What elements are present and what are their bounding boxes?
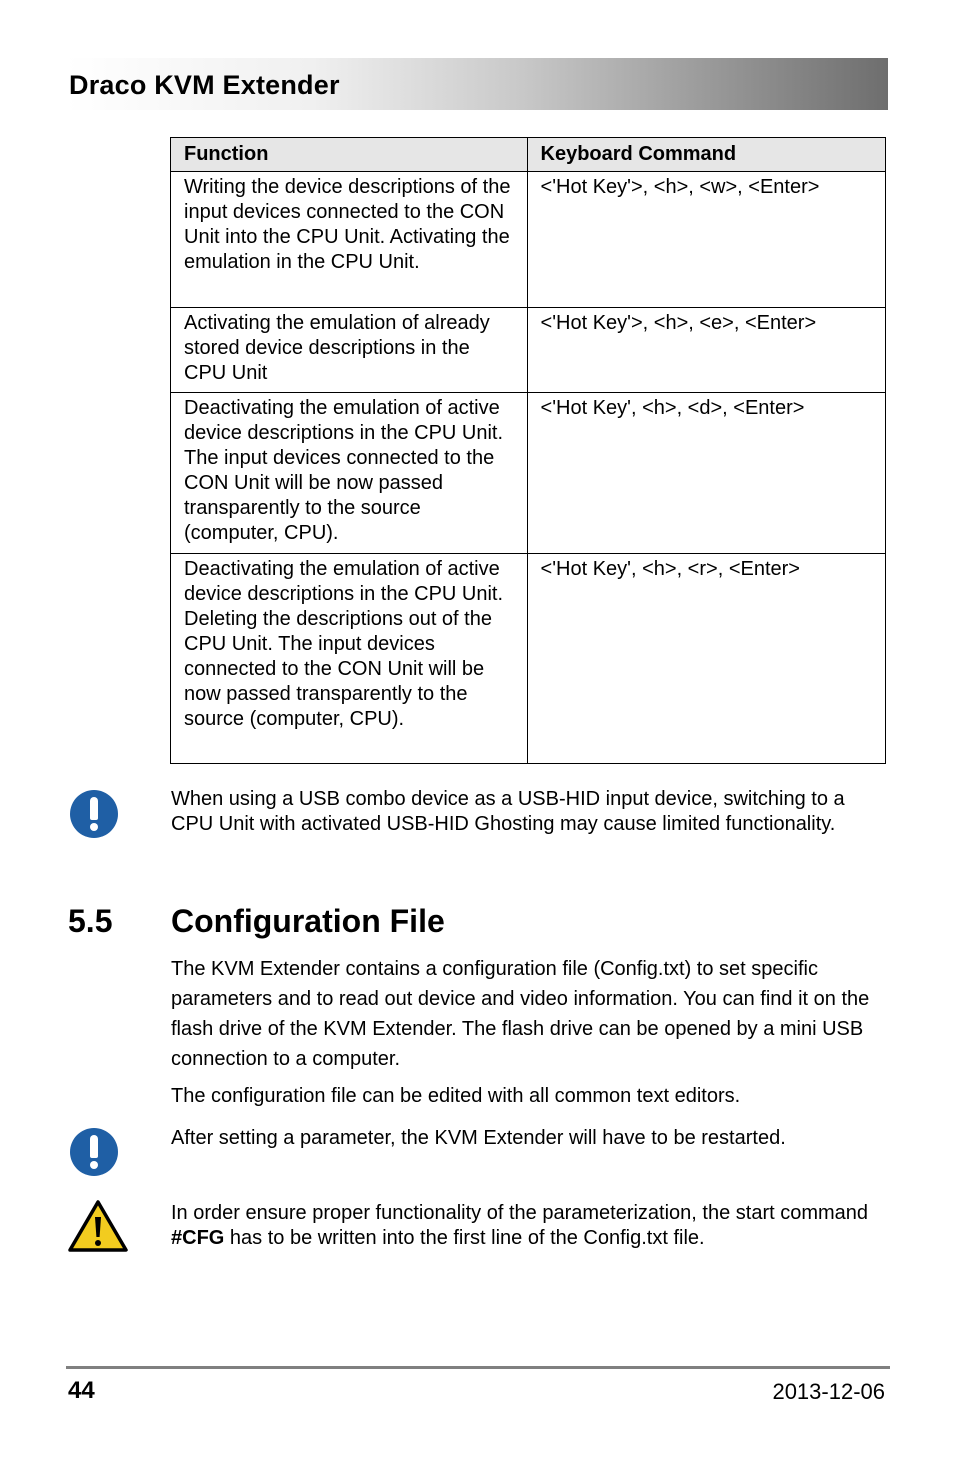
configuration-file-paragraph: The KVM Extender contains a configuration file (Config.txt) to set specific parameters and to read out device and video information. You can find it on the flash drive of the KVM Extender. The flash drive can be opened by a mini USB connection to a computer. — [171, 958, 870, 1070]
function-cell: Deactivating the emulation of active device descriptions in the CPU Unit. Deleting the descriptions out of the CPU Unit. The input devices connected to the CON Unit will be now passed transparently to the source (computer, CPU). — [171, 554, 528, 764]
keyboard-command-table — [170, 137, 886, 764]
function-cell: Activating the emulation of already stored device descriptions in the CPU Unit — [171, 308, 528, 393]
header-bar — [66, 58, 888, 110]
table-row — [171, 172, 886, 308]
cfg-warning-note — [171, 1201, 891, 1251]
section-number: 5.5 — [68, 903, 113, 939]
command-cell: <'Hot Key'>, <h>, <w>, <Enter> — [527, 172, 885, 308]
function-cell: Writing the device descriptions of the input devices connected to the CON Unit into the CPU Unit. Activating the emulation in the CPU Unit. — [171, 172, 528, 308]
document-title: Draco KVM Extender — [69, 70, 340, 100]
page-number: 44 — [68, 1377, 95, 1404]
table-header-row — [171, 138, 886, 172]
cfg-command: #CFG — [171, 1227, 225, 1249]
warning-triangle-icon — [68, 1200, 128, 1253]
page-date: 2013-12-06 — [772, 1379, 885, 1404]
restart-note: After setting a parameter, the KVM Extender will have to be restarted. — [171, 1127, 786, 1149]
table-row — [171, 393, 886, 554]
exclamation-circle-icon — [70, 790, 118, 838]
table-row — [171, 308, 886, 393]
usb-combo-note: When using a USB combo device as a USB-HID input device, switching to a CPU Unit with activated USB-HID Ghosting may cause limited functionality. — [171, 788, 845, 835]
section-title: Configuration File — [171, 903, 445, 939]
column-header-function: Function — [171, 138, 528, 172]
table-row — [171, 554, 886, 764]
warning-text-start: In order ensure proper functionality of the parameterization, the start command — [171, 1202, 869, 1224]
function-cell: Deactivating the emulation of active device descriptions in the CPU Unit. The input devices connected to the CON Unit will be now passed transparently to the source (computer, CPU). — [171, 393, 528, 554]
warning-text-end: has to be written into the first line of the Config.txt file. — [224, 1227, 705, 1249]
command-cell: <'Hot Key', <h>, <r>, <Enter> — [527, 554, 885, 764]
command-cell: <'Hot Key'>, <h>, <e>, <Enter> — [527, 308, 885, 393]
section-heading — [68, 903, 445, 940]
footer-rule — [66, 1366, 890, 1369]
exclamation-circle-icon — [70, 1128, 118, 1176]
column-header-keyboard-command: Keyboard Command — [527, 138, 885, 172]
command-cell: <'Hot Key', <h>, <d>, <Enter> — [527, 393, 885, 554]
text-editor-paragraph: The configuration file can be edited with all common text editors. — [171, 1085, 741, 1107]
